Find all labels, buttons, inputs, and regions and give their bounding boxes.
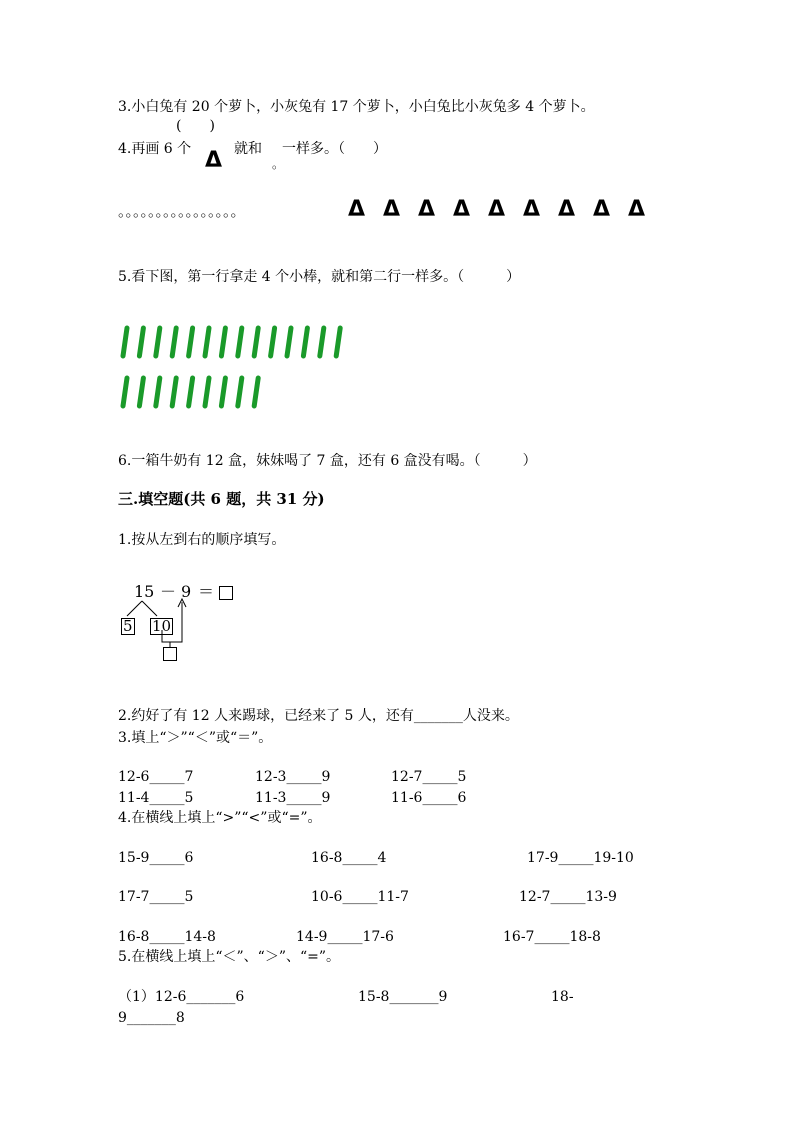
stick	[205, 378, 209, 406]
stick	[123, 378, 127, 406]
stick	[139, 328, 143, 356]
triangle-icon: Δ	[628, 197, 646, 222]
fill-3-r1c1: 12-6_____7	[118, 769, 194, 785]
question-4-mid: 就和	[234, 141, 262, 157]
stick	[156, 328, 160, 356]
fill-3-r1c3: 12-7_____5	[391, 769, 467, 785]
fill-5-r1c1: （1）12-6_______6	[118, 989, 245, 1005]
fill-3-r2c3: 11-6_____6	[391, 790, 467, 806]
triangle-icon: Δ	[418, 197, 436, 222]
fill-5-r2c1: 9_______8	[118, 1010, 185, 1026]
expr-minuend: 15	[134, 582, 155, 601]
triangle-icon: Δ	[453, 197, 471, 222]
diagram-lines	[118, 580, 248, 665]
split-box-left: 5	[123, 617, 133, 635]
fill-4-r1c2: 16-8_____4	[311, 850, 387, 866]
stick	[139, 378, 143, 406]
triangle-icon: Δ	[348, 197, 366, 222]
stick	[254, 378, 258, 406]
stick	[172, 378, 176, 406]
subtraction-diagram	[118, 580, 248, 665]
fill-2-text: 2.约好了有 12 人来踢球，已经来了 5 人，还有_______人没来。	[118, 708, 519, 724]
stick	[287, 328, 291, 356]
expr-equals: ＝	[198, 582, 215, 601]
stick	[221, 378, 225, 406]
stick	[205, 328, 209, 356]
fill-5-text: 5.在横线上填上“＜”、“＞”、“=”。	[118, 949, 341, 965]
stick	[320, 328, 324, 356]
stick	[271, 328, 275, 356]
fill-3-text: 3.填上“＞”“＜”或“＝”。	[118, 730, 273, 746]
stick	[123, 328, 127, 356]
stick	[336, 328, 340, 356]
stick	[156, 378, 160, 406]
sticks-row-2	[118, 372, 358, 412]
fill-4-text: 4.在横线上填上“>”“<”或“=”。	[118, 810, 322, 826]
section-3-title: 三.填空题(共 6 题，共 31 分)	[118, 490, 325, 508]
triangle-icon: Δ	[523, 197, 541, 222]
question-3-text: 3.小白兔有 20 个萝卜，小灰兔有 17 个萝卜，小白兔比小灰兔多 4 个萝卜。	[118, 99, 595, 115]
fill-4-r3c3: 16-7_____18-8	[503, 929, 601, 945]
fill-3-r2c2: 11-3_____9	[255, 790, 331, 806]
fill-5-r1c3: 18-	[551, 989, 574, 1005]
fill-3-r2c1: 11-4_____5	[118, 790, 194, 806]
fill-1-text: 1.按从左到右的顺序填写。	[118, 532, 286, 548]
question-5-text: 5.看下图，第一行拿走 4 个小棒，就和第二行一样多。（ ）	[118, 269, 521, 285]
circles-row: 。。。。。。。。。。。。。。。。	[118, 202, 246, 220]
triangle-icon: Δ	[383, 197, 401, 222]
fill-4-r1c1: 15-9_____6	[118, 850, 194, 866]
triangle-icon: Δ	[558, 197, 576, 222]
split-box-right: 10	[152, 617, 172, 635]
stick	[221, 328, 225, 356]
stick	[254, 328, 258, 356]
fill-4-r1c3: 17-9_____19-10	[527, 850, 634, 866]
triangle-icon: Δ	[593, 197, 611, 222]
triangles-row	[346, 197, 656, 223]
fill-4-r3c2: 14-9_____17-6	[296, 929, 394, 945]
fill-5-r1c2: 15-8_______9	[358, 989, 448, 1005]
expr-subtrahend: 9	[181, 582, 192, 601]
stick	[189, 378, 193, 406]
expr-minus: －	[160, 582, 177, 601]
question-6-text: 6.一箱牛奶有 12 盒，妹妹喝了 7 盒，还有 6 盒没有喝。（ ）	[118, 453, 537, 469]
triangle-icon: Δ	[205, 148, 223, 173]
fill-4-r2c1: 17-7_____5	[118, 889, 194, 905]
question-3-answer-paren: ( )	[176, 118, 215, 134]
sticks-row-1	[118, 322, 358, 362]
answer-box-bottom[interactable]	[163, 647, 177, 661]
stick	[238, 328, 242, 356]
fill-4-r2c3: 12-7_____13-9	[519, 889, 617, 905]
triangle-icon: Δ	[488, 197, 506, 222]
question-4-suffix: 一样多。（ ）	[282, 141, 387, 157]
stick	[189, 328, 193, 356]
stick	[238, 378, 242, 406]
circle-icon: 。	[272, 157, 285, 171]
stick	[172, 328, 176, 356]
stick	[303, 328, 307, 356]
fill-3-r1c2: 12-3_____9	[255, 769, 331, 785]
fill-4-r2c2: 10-6_____11-7	[311, 889, 409, 905]
fill-4-r3c1: 16-8_____14-8	[118, 929, 216, 945]
question-4-prefix: 4.再画 6 个	[118, 141, 192, 157]
